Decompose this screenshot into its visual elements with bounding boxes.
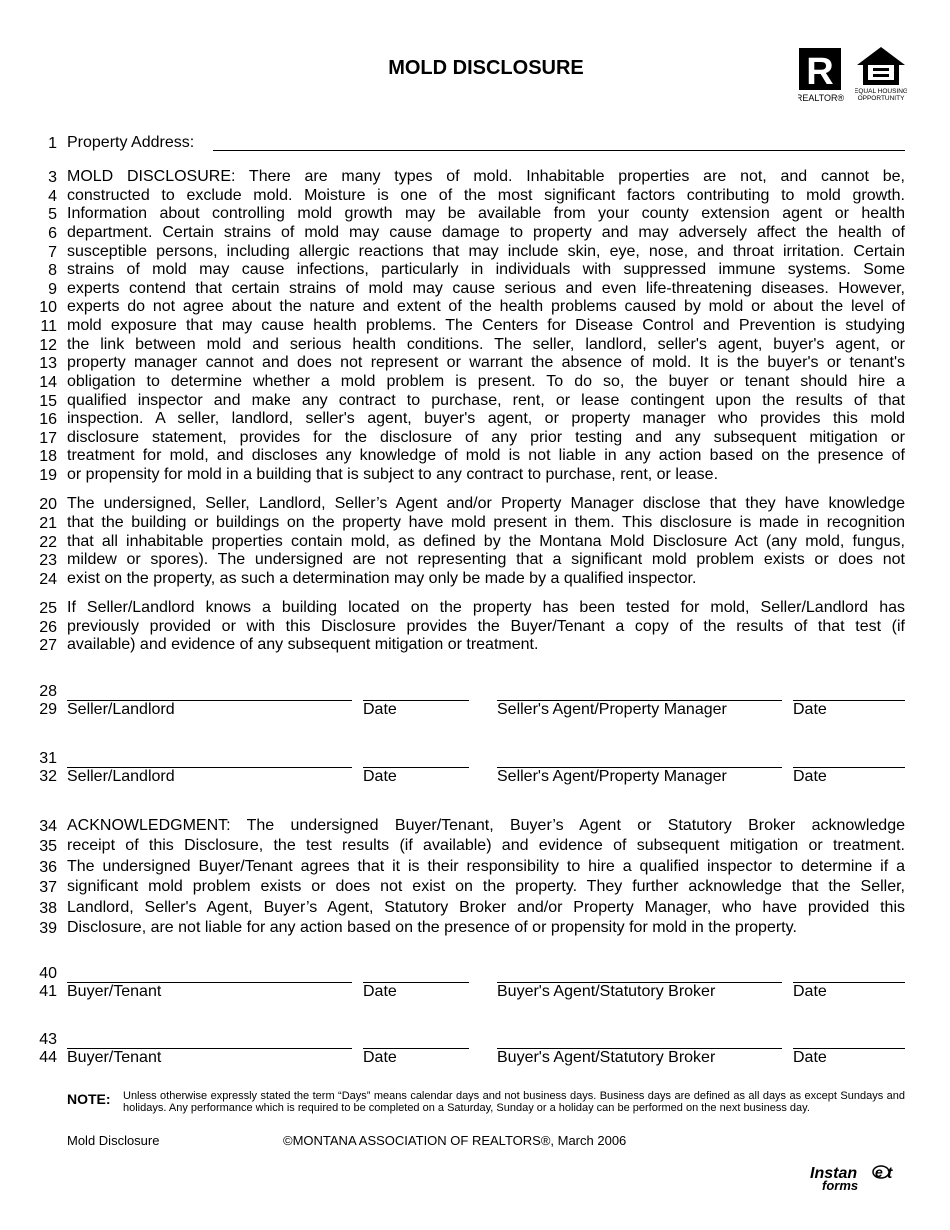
paragraph-line: [67, 280, 905, 298]
signer-label: Seller/Landlord: [67, 768, 175, 785]
paragraph-line: [67, 298, 905, 316]
line-number: 34: [39, 818, 57, 835]
note-text: Unless otherwise expressly stated the term “Days” means calendar days and not business days. Business days are defined as all days as except Sundays and holidays. Any performance which is required to be completed on a Saturday, Sunday or a holiday can be performed on the next business day.: [123, 1090, 905, 1115]
svg-text:R: R: [806, 51, 834, 93]
line-number: 16: [39, 411, 57, 429]
svg-text:EQUAL HOUSING: EQUAL HOUSING: [855, 88, 907, 95]
paragraph-line: [67, 533, 905, 551]
paragraph-line: [67, 392, 905, 410]
paragraph-line: [67, 354, 905, 372]
paragraph-line: [67, 899, 905, 917]
paragraph-line-text: mildew or spores). The undersigned are not representing that a significant mold problem exists or does not: [67, 551, 905, 569]
line-number: 18: [39, 448, 57, 466]
line-number: 41: [39, 983, 57, 1000]
line-number: 4: [48, 187, 57, 205]
paragraph-line-text: inspection. A seller, landlord, seller's agent, buyer's agent, or property manager who provides this mold: [67, 410, 905, 428]
line-number: 3: [48, 169, 57, 186]
footer-form-name: Mold Disclosure: [67, 1133, 160, 1148]
property-address-field[interactable]: [213, 150, 905, 151]
svg-text:OPPORTUNITY: OPPORTUNITY: [857, 95, 905, 102]
line-number: 10: [39, 299, 57, 317]
paragraph-line-text: strains of mold may cause infections, particularly in individuals with suppressed immune systems. Some: [67, 261, 905, 279]
line-number: 32: [39, 768, 57, 785]
paragraph-line: [67, 514, 905, 532]
paragraph-line-text: ACKNOWLEDGMENT: The undersigned Buyer/Tenant, Buyer’s Agent or Statutory Broker acknowledge: [67, 817, 905, 834]
paragraph-line-text: Disclosure, are not liable for any action based on the presence of or propensity for mold in the property.: [67, 919, 797, 936]
line-number: 38: [39, 899, 57, 917]
paragraph-line-text: The undersigned Buyer/Tenant agrees that it is their responsibility to hire a qualified inspector to determine if a: [67, 857, 905, 875]
paragraph-line-text: qualified inspector and make any contract to purchase, rent, or lease contingent upon the results of that: [67, 391, 905, 409]
paragraph-line: [67, 187, 905, 205]
paragraph-line-text: constructed to exclude mold. Moisture is one of the most significant factors contributing to mold growth.: [67, 186, 905, 204]
paragraph-line-text: that the building or buildings on the property have mold present in them. This disclosure is made in recognition: [67, 513, 905, 531]
paragraph-line: [67, 466, 905, 484]
paragraph-line-text: disclosure statement, provides for the disclosure of any prior testing and any subsequent mitigation or: [67, 428, 905, 446]
paragraph-line: [67, 429, 905, 447]
line-number: 8: [48, 262, 57, 280]
paragraph-line-text: If Seller/Landlord knows a building located on the property has been tested for mold, Seller/Landlord has: [67, 599, 905, 616]
line-number: 6: [48, 224, 57, 242]
paragraph-line: [67, 373, 905, 391]
line-number: 37: [39, 879, 57, 897]
line-number: 11: [40, 318, 57, 336]
paragraph-line-text: experts contend that certain strains of mold may cause serious and even life-threatening diseases. However,: [67, 279, 905, 297]
line-number: 28: [39, 683, 57, 700]
paragraph-line: [67, 551, 905, 569]
svg-text:forms: forms: [822, 1178, 859, 1192]
paragraph-line-text: obligation to determine whether a mold problem is present. To do so, the buyer or tenant should hire a: [67, 372, 905, 390]
paragraph-line-text: previously provided or with this Disclosure provides the Buyer/Tenant a copy of the results of that test (if: [67, 617, 905, 635]
line-number: 39: [39, 920, 57, 937]
paragraph-line-text: department. Certain strains of mold may cause damage to property and may adversely affect the health of: [67, 223, 905, 241]
line-number: 43: [39, 1031, 57, 1048]
line-number: 15: [39, 392, 57, 410]
line-number: 14: [39, 373, 57, 391]
svg-text:Instan: Instan: [810, 1165, 858, 1182]
paragraph-line-text: mold exposure that may cause health problems. The Centers for Disease Control and Prevention is studying: [67, 317, 905, 335]
realtor-logo: [798, 47, 844, 103]
paragraph-line: [67, 495, 905, 513]
paragraph-line-text: susceptible persons, including allergic reactions that may include skin, eye, nose, and throat irritation. Certain: [67, 242, 905, 260]
line-number: 22: [39, 533, 57, 551]
paragraph-line: [67, 224, 905, 242]
property-address-label: Property Address:: [67, 134, 195, 151]
line-number: 7: [48, 243, 57, 261]
date-label: Date: [793, 701, 827, 718]
date-label: Date: [363, 768, 397, 785]
paragraph-line: [67, 168, 905, 186]
paragraph-line: [67, 858, 905, 876]
line-number: 17: [39, 429, 57, 447]
paragraph-line-text: significant mold problem exists or does not exist on the property. They further acknowledge that the Seller,: [67, 878, 905, 896]
agent-label: Seller's Agent/Property Manager: [497, 768, 727, 785]
paragraph-line: [67, 837, 905, 855]
line-number: 1: [48, 135, 57, 152]
paragraph-line: [67, 336, 905, 354]
paragraph-line-text: that all inhabitable properties contain mold, as defined by the Montana Mold Disclosure Act (any mold, fungus,: [67, 532, 905, 550]
paragraph-line-text: treatment for mold, and discloses any knowledge of mold is not liable in any action based on the presence of: [67, 447, 905, 465]
line-number: 24: [39, 571, 57, 588]
line-number: 29: [39, 701, 57, 718]
line-number: 40: [39, 965, 57, 982]
paragraph-line: [67, 317, 905, 335]
paragraph-line: [67, 618, 905, 636]
paragraph-line: [67, 599, 905, 617]
line-number: 13: [39, 355, 57, 373]
line-number: 27: [39, 637, 57, 655]
paragraph-line-text: the link between mold and serious health conditions. The seller, landlord, seller's agent, buyer's agent, or: [67, 335, 905, 353]
line-number: 9: [48, 280, 57, 298]
signer-label: Buyer/Tenant: [67, 1049, 162, 1066]
instanet-forms-logo: [808, 1162, 900, 1192]
paragraph-line-text: property manager cannot and does not represent or warrant the absence of mold. It is the buyer's or tenant's: [67, 354, 905, 372]
footer-copyright: ©MONTANA ASSOCIATION OF REALTORS®, March 2006: [283, 1133, 627, 1148]
line-number: 23: [39, 552, 57, 570]
paragraph-line-text: MOLD DISCLOSURE: There are many types of mold. Inhabitable properties are not, and cannot be,: [67, 168, 905, 185]
signer-label: Buyer/Tenant: [67, 983, 162, 1000]
paragraph-line: [67, 205, 905, 223]
date-label: Date: [363, 701, 397, 718]
line-number: 44: [39, 1049, 57, 1066]
line-number: 20: [39, 496, 57, 513]
paragraph-line: [67, 878, 905, 896]
date-label: Date: [363, 1049, 397, 1066]
date-label: Date: [793, 768, 827, 785]
paragraph-line-text: receipt of this Disclosure, the test results (if available) and evidence of subsequent mitigation or treatment.: [67, 837, 905, 855]
note-label: NOTE:: [67, 1091, 111, 1107]
svg-text:e: e: [875, 1164, 883, 1180]
line-number: 35: [39, 838, 57, 856]
date-label: Date: [793, 983, 827, 1000]
equal-housing-logo: [855, 45, 907, 103]
paragraph-line-text: Information about controlling mold growth may be available from your county extension agent or health: [67, 205, 905, 223]
line-number: 36: [39, 858, 57, 876]
line-number: 21: [39, 514, 57, 532]
paragraph-line: [67, 410, 905, 428]
agent-label: Seller's Agent/Property Manager: [497, 701, 727, 718]
line-number: 26: [39, 618, 57, 636]
agent-label: Buyer's Agent/Statutory Broker: [497, 983, 716, 1000]
line-number: 19: [39, 467, 57, 485]
paragraph-line: [67, 919, 905, 937]
line-number: 25: [39, 600, 57, 617]
paragraph-line-text: experts do not agree about the nature and extent of the health problems caused by mold or about the level of: [67, 298, 905, 316]
agent-label: Buyer's Agent/Statutory Broker: [497, 1049, 716, 1066]
paragraph-line-text: The undersigned, Seller, Landlord, Seller’s Agent and/or Property Manager disclose that they have knowledge: [67, 495, 905, 512]
paragraph-line-text: exist on the property, as such a determination may only be made by a qualified inspector.: [67, 570, 697, 587]
svg-text:t: t: [887, 1165, 893, 1182]
paragraph-line: [67, 447, 905, 465]
date-label: Date: [793, 1049, 827, 1066]
date-label: Date: [363, 983, 397, 1000]
paragraph-line: [67, 243, 905, 261]
paragraph-line-text: available) and evidence of any subsequent mitigation or treatment.: [67, 636, 539, 654]
line-number: 12: [39, 336, 57, 354]
paragraph-line: [67, 261, 905, 279]
paragraph-line: [67, 636, 905, 654]
line-number: 31: [39, 750, 57, 767]
paragraph-line-text: or propensity for mold in a building that is subject to any contract to purchase, rent, or lease.: [67, 466, 719, 484]
signer-label: Seller/Landlord: [67, 701, 175, 718]
page-title: MOLD DISCLOSURE: [388, 57, 584, 79]
paragraph-line: [67, 817, 905, 835]
paragraph-line-text: Landlord, Seller's Agent, Buyer’s Agent, Statutory Broker and/or Property Manager, who have provided this: [67, 898, 905, 916]
paragraph-line: [67, 570, 905, 588]
svg-text:REALTOR®: REALTOR®: [798, 93, 844, 103]
line-number: 5: [48, 206, 57, 224]
